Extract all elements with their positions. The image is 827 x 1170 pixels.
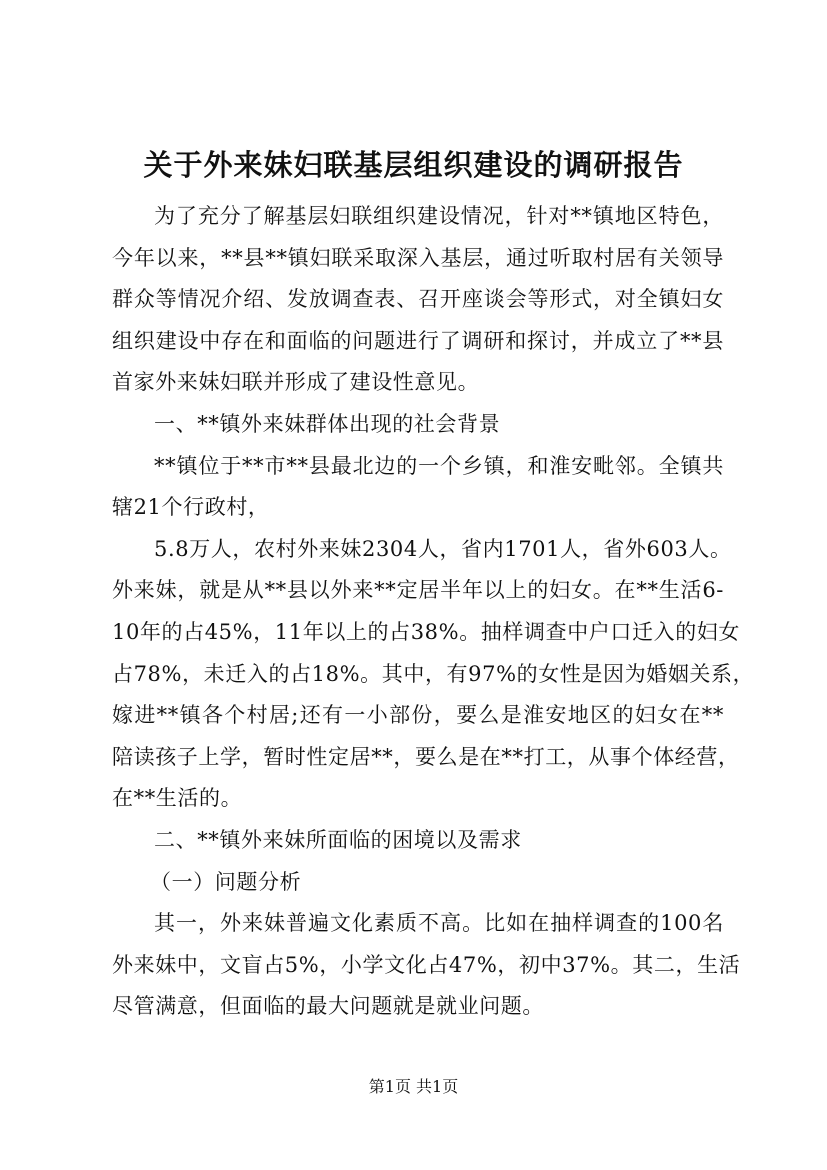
text-line: 其一，外来妹普遍文化素质不高。比如在抽样调查的100名: [154, 911, 724, 936]
text-line: 一、**镇外来妹群体出现的社会背景: [154, 411, 501, 436]
text-line: 二、**镇外来妹所面临的困境以及需求: [154, 827, 522, 852]
page-footer: 第1页 共1页: [368, 1077, 459, 1096]
text-line: 5.8万人，农村外来妹2304人，省内1701人，省外603人。: [154, 536, 732, 561]
text-line: 群众等情况介绍、发放调查表、召开座谈会等形式，对全镇妇女: [112, 287, 724, 312]
paragraph-background: [112, 446, 724, 529]
section-heading-2: [112, 820, 724, 862]
text-line: （一）问题分析: [150, 869, 302, 894]
paragraph-analysis: [112, 903, 741, 1028]
text-line: 尽管满意，但面临的最大问题就是就业问题。: [112, 994, 544, 1019]
text-line: 外来妹中，文盲占5%，小学文化占47%，初中37%。其二，生活: [112, 952, 741, 977]
text-line: 今年以来，**县**镇妇联采取深入基层，通过听取村居有关领导: [112, 245, 724, 270]
text-line: 首家外来妹妇联并形成了建设性意见。: [112, 370, 480, 395]
text-line: 陪读孩子上学，暂时性定居**，要么是在**打工，从事个体经营，: [112, 744, 740, 769]
text-line: 组织建设中存在和面临的问题进行了调研和探讨，并成立了**县: [112, 328, 724, 353]
text-line: 10年的占45%，11年以上的占38%。抽样调查中户口迁入的妇女: [112, 619, 740, 644]
text-line: 外来妹，就是从**县以外来**定居半年以上的妇女。在**生活6-: [112, 578, 724, 603]
paragraph-intro: [112, 196, 724, 404]
subsection-heading: [112, 862, 724, 904]
text-line: 在**生活的。: [112, 786, 243, 811]
text-line: 辖21个行政村，: [112, 495, 270, 520]
paragraph-population: [112, 529, 755, 820]
section-heading-1: [112, 404, 724, 446]
document-body: [112, 196, 755, 1028]
document-title: 关于外来妹妇联基层组织建设的调研报告: [143, 148, 684, 182]
text-line: 为了充分了解基层妇联组织建设情况，针对**镇地区特色，: [154, 204, 724, 228]
text-line: **镇位于**市**县最北边的一个乡镇，和淮安毗邻。全镇共: [154, 453, 724, 478]
text-line: 嫁进**镇各个村居;还有一小部份，要么是淮安地区的妇女在**: [112, 703, 724, 728]
text-line: 占78%，未迁入的占18%。其中，有97%的女性是因为婚姻关系，: [112, 661, 755, 686]
